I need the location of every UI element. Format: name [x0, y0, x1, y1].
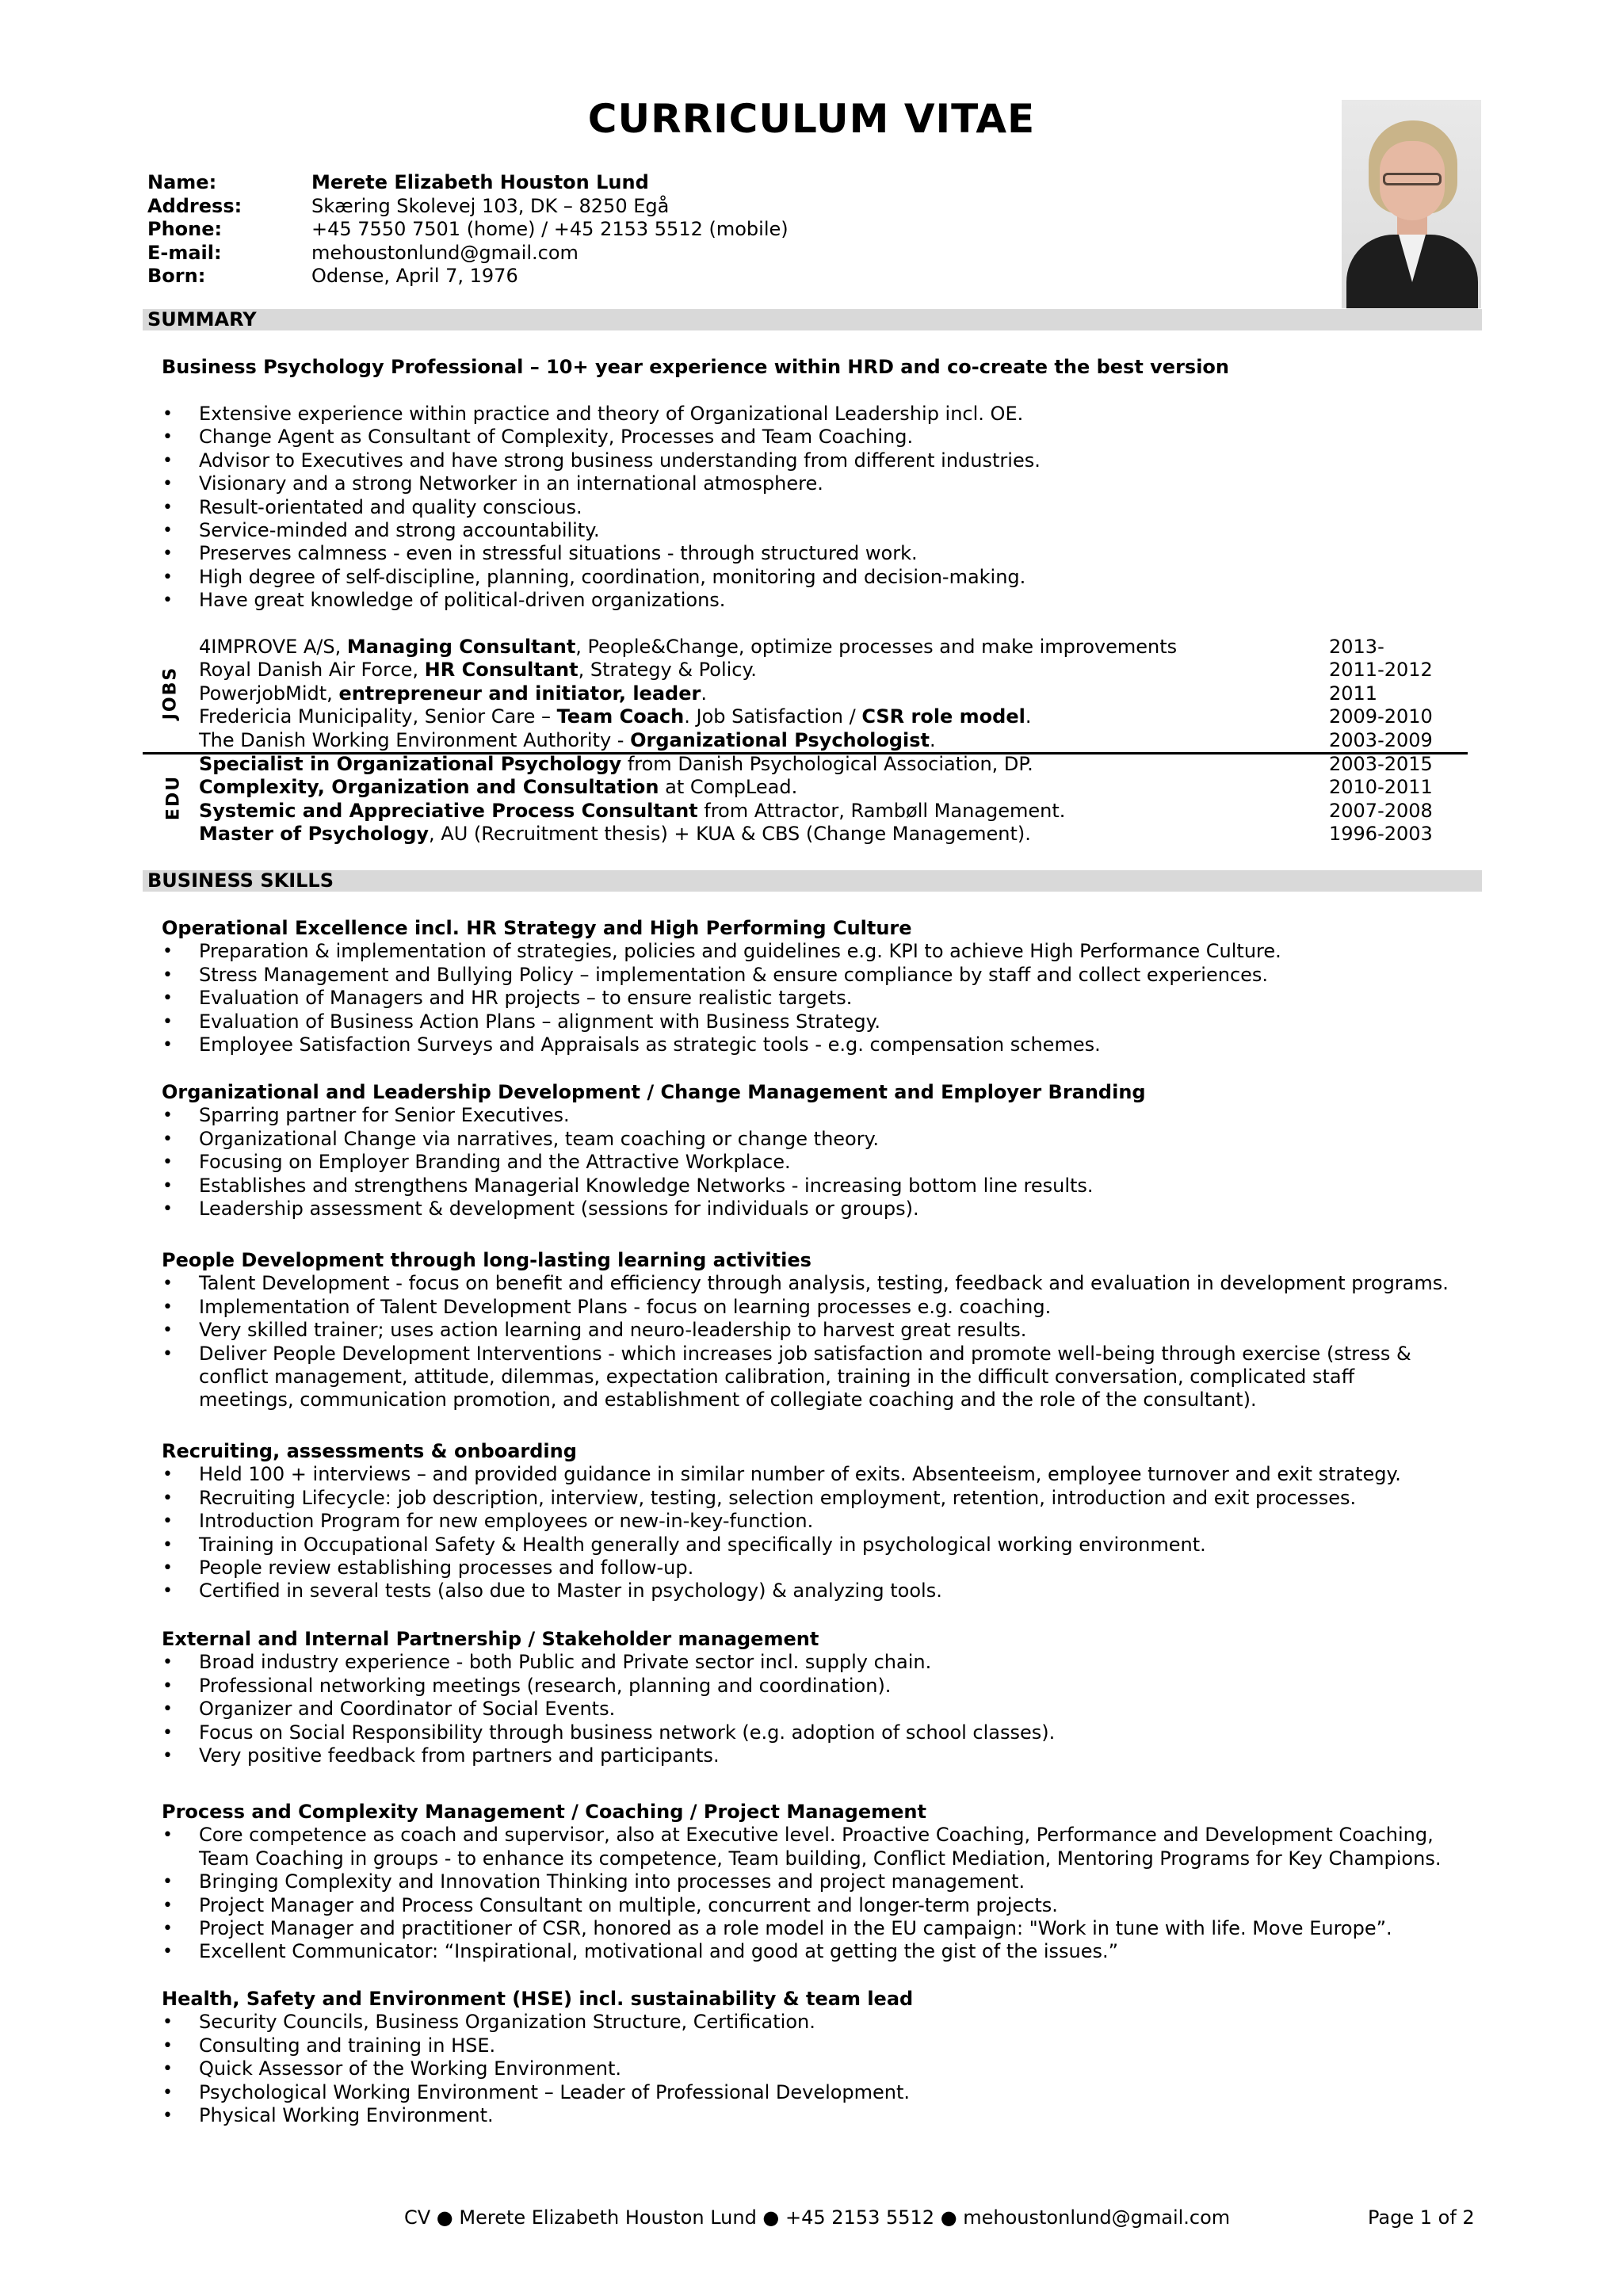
summary-bullet: Visionary and a strong Networker in an international atmosphere.: [199, 472, 823, 495]
bullet-icon: •: [162, 1297, 173, 1317]
jobs-entry-part: CSR role model: [861, 705, 1025, 728]
bullet-icon: •: [162, 1488, 173, 1508]
education-entry-part: Complexity, Organization and Consultation: [199, 776, 659, 799]
jobs-date: 2003-2009: [1329, 728, 1433, 751]
bullet-icon: •: [162, 1919, 173, 1939]
info-label: E-mail:: [147, 241, 222, 264]
summary-tagline: Business Psychology Professional – 10+ year experience within HRD and co-create the best version: [162, 356, 1229, 378]
jobs-entry-part: Fredericia Municipality, Senior Care –: [199, 705, 557, 728]
bullet-icon: •: [162, 427, 173, 448]
bullet-icon: •: [162, 1320, 173, 1341]
summary-bullet: Extensive experience within practice and theory of Organizational Leadership incl. OE.: [199, 403, 1024, 425]
page-title: CURRICULUM VITAE: [587, 96, 1036, 142]
bullet-icon: •: [162, 544, 173, 564]
skill-group-title: Process and Complexity Management / Coaching / Project Management: [162, 1801, 926, 1823]
bullet-icon: •: [162, 2035, 173, 2056]
bullet-icon: •: [162, 1825, 173, 1846]
skill-bullet: Evaluation of Business Action Plans – alignment with Business Strategy.: [199, 1010, 881, 1033]
skill-bullet: Establishes and strengthens Managerial Knowledge Networks - increasing bottom line results.: [199, 1174, 1094, 1197]
jobs-entry: [199, 659, 757, 682]
bullet-icon: •: [162, 988, 173, 1009]
education-entry-part: , AU (Recruitment thesis) + KUA & CBS (Change Management).: [429, 823, 1031, 846]
skill-bullet: Core competence as coach and supervisor, also at Executive level. Proactive Coaching, Performance and Development Coaching,: [199, 1824, 1434, 1847]
skill-group-title: Organizational and Leadership Development / Change Management and Employer Branding: [162, 1081, 1146, 1103]
bullet-icon: •: [162, 2106, 173, 2126]
bullet-icon: •: [162, 1675, 173, 1696]
jobs-date: 2013-: [1329, 636, 1384, 658]
bullet-icon: •: [162, 567, 173, 587]
info-value: Odense, April 7, 1976: [311, 265, 518, 287]
skill-group-title: People Development through long-lasting learning activities: [162, 1249, 812, 1271]
jobs-entry-part: The Danish Working Environment Authority -: [199, 728, 631, 751]
jobs-entry-part: .: [701, 682, 707, 705]
skill-bullet: Quick Assessor of the Working Environment.: [199, 2057, 622, 2080]
jobs-entry-part: Managing Consultant: [346, 636, 576, 658]
jobs-entry-part: 4IMPROVE A/S,: [199, 636, 347, 658]
jobs-date: 2011-2012: [1329, 659, 1433, 682]
skill-group-title: External and Internal Partnership / Stakeholder management: [162, 1628, 819, 1650]
education-entry-part: at CompLead.: [659, 776, 798, 799]
skill-bullet: Psychological Working Environment – Leader of Professional Development.: [199, 2080, 911, 2103]
bullet-icon: •: [162, 1152, 173, 1173]
summary-heading: SUMMARY: [143, 309, 1482, 330]
bullet-icon: •: [162, 1942, 173, 1962]
skill-bullet: Stress Management and Bullying Policy – implementation & ensure compliance by staff and collect experiences.: [199, 963, 1269, 986]
skill-bullet: Certified in several tests (also due to Master in psychology) & analyzing tools.: [199, 1580, 942, 1603]
jobs-entry-part: PowerjobMidt,: [199, 682, 339, 705]
skill-bullet: Evaluation of Managers and HR projects – to ensure realistic targets.: [199, 987, 853, 1010]
bullet-icon: •: [162, 521, 173, 541]
jobs-date: 2011: [1329, 682, 1378, 705]
skill-group-title: Operational Excellence incl. HR Strategy and High Performing Culture: [162, 917, 912, 939]
summary-bullet: Have great knowledge of political-driven organizations.: [199, 589, 726, 612]
education-entry-part: Systemic and Appreciative Process Consultant: [199, 799, 698, 822]
bullet-icon: •: [162, 965, 173, 985]
skill-bullet: Focusing on Employer Branding and the Attractive Workplace.: [199, 1151, 791, 1174]
jobs-entry: [199, 636, 1177, 659]
skill-bullet: Organizer and Coordinator of Social Events.: [199, 1698, 616, 1721]
jobs-entry-part: , Strategy & Policy.: [578, 659, 757, 682]
bullet-icon: •: [162, 450, 173, 471]
education-date: 2003-2015: [1329, 753, 1433, 775]
skill-bullet: Sparring partner for Senior Executives.: [199, 1104, 570, 1127]
education-label: EDU: [163, 774, 184, 821]
skill-bullet: Bringing Complexity and Innovation Thinking into processes and project management.: [199, 1870, 1025, 1893]
info-row: [147, 265, 789, 288]
jobs-date: 2009-2010: [1329, 705, 1433, 728]
education-entry: [199, 776, 797, 799]
summary-bullet: Change Agent as Consultant of Complexity, Processes and Team Coaching.: [199, 426, 914, 449]
skill-bullet: Consulting and training in HSE.: [199, 2034, 496, 2057]
bullet-icon: •: [162, 474, 173, 495]
profile-photo: [1342, 100, 1481, 308]
bullet-icon: •: [162, 1343, 173, 1364]
education-date: 2007-2008: [1329, 799, 1433, 822]
skill-bullet: Project Manager and practitioner of CSR, honored as a role model in the EU campaign: "Work in tune with life. Move Europe”.: [199, 1917, 1392, 1939]
jobs-entry-part: .: [1025, 705, 1032, 728]
info-row: [147, 171, 789, 195]
info-label: Name:: [147, 171, 217, 193]
skill-bullet: Project Manager and Process Consultant on multiple, concurrent and longer-term projects.: [199, 1893, 1058, 1916]
jobs-entry-part: HR Consultant: [424, 659, 579, 682]
skill-bullet: Employee Satisfaction Surveys and Appraisals as strategic tools - e.g. compensation schemes.: [199, 1033, 1101, 1056]
skill-bullet: Talent Development - focus on benefit and efficiency through analysis, testing, feedback and evaluation in development programs.: [199, 1272, 1449, 1295]
bullet-icon: •: [162, 1175, 173, 1196]
skill-bullet: Physical Working Environment.: [199, 2104, 494, 2126]
bullet-icon: •: [162, 1199, 173, 1219]
skill-bullet: Team Coaching in groups - to enhance its competence, Team building, Conflict Mediation, Mentoring Programs for Key Champions.: [199, 1847, 1442, 1870]
jobs-entry-part: Team Coach: [556, 705, 685, 728]
skill-bullet: Broad industry experience - both Public and Private sector incl. supply chain.: [199, 1651, 932, 1674]
bullet-icon: •: [162, 497, 173, 518]
summary-bullet: Service-minded and strong accountability.: [199, 519, 600, 541]
bullet-icon: •: [162, 1872, 173, 1893]
bullet-icon: •: [162, 1129, 173, 1149]
info-label: Born:: [147, 265, 206, 287]
bullet-icon: •: [162, 1011, 173, 1032]
jobs-entry-part: .: [930, 728, 936, 751]
skills-heading: BUSINESS SKILLS: [143, 870, 1482, 892]
education-entry: [199, 800, 1065, 823]
bullet-icon: •: [162, 1558, 173, 1578]
skill-bullet: Training in Occupational Safety & Health generally and specifically in psychological working environment.: [199, 1533, 1206, 1556]
skill-bullet: Held 100 + interviews – and provided guidance in similar number of exits. Absenteeism, employee turnover and exit strategy.: [199, 1463, 1401, 1486]
personal-info: [147, 171, 789, 288]
skill-bullet: Deliver People Development Interventions - which increases job satisfaction and promote well-being through exercise (stress &: [199, 1342, 1411, 1365]
jobs-entry-part: entrepreneur and initiator, leader: [338, 682, 701, 705]
bullet-icon: •: [162, 1511, 173, 1532]
summary-bullet: Result-orientated and quality conscious.: [199, 495, 582, 518]
bullet-icon: •: [162, 404, 173, 424]
skill-bullet: Excellent Communicator: “Inspirational, motivational and good at getting the gist of the issues.”: [199, 1940, 1119, 1963]
skill-bullet: conflict management, attitude, dilemmas, expectation calibration, training in the difficult conversation, complicated staff: [199, 1366, 1355, 1388]
bullet-icon: •: [162, 1106, 173, 1126]
info-value: Merete Elizabeth Houston Lund: [311, 171, 649, 193]
info-label: Address:: [147, 194, 242, 217]
bullet-icon: •: [162, 1652, 173, 1673]
skill-bullet: Very skilled trainer; uses action learning and neuro-leadership to harvest great results.: [199, 1319, 1027, 1342]
bullet-icon: •: [162, 1699, 173, 1720]
page-number: Page 1 of 2: [1368, 2206, 1475, 2229]
education-entry: [199, 823, 1031, 846]
bullet-icon: •: [162, 2082, 173, 2103]
jobs-entry-part: Organizational Psychologist: [630, 728, 930, 751]
education-entry-part: from Attractor, Rambøll Management.: [697, 799, 1066, 822]
skill-bullet: meetings, communication promotion, and establishment of collegiate coaching and the role of the consultant).: [199, 1389, 1257, 1412]
info-row: [147, 218, 789, 242]
summary-bullet: Preserves calmness - even in stressful situations - through structured work.: [199, 542, 918, 565]
jobs-entry-part: . Job Satisfaction /: [684, 705, 862, 728]
bullet-icon: •: [162, 1035, 173, 1055]
education-entry-part: Specialist in Organizational Psychology: [199, 753, 622, 775]
bullet-icon: •: [162, 2059, 173, 2080]
jobs-entry: [199, 682, 707, 705]
education-date: 1996-2003: [1329, 823, 1433, 846]
skill-bullet: Preparation & implementation of strategies, policies and guidelines e.g. KPI to achieve High Performance Culture.: [199, 940, 1281, 963]
skill-bullet: Implementation of Talent Development Plans - focus on learning processes e.g. coaching.: [199, 1295, 1052, 1318]
skill-bullet: Security Councils, Business Organization Structure, Certification.: [199, 2011, 815, 2034]
skill-group-title: Health, Safety and Environment (HSE) incl. sustainability & team lead: [162, 1988, 914, 2010]
skill-bullet: People review establishing processes and follow-up.: [199, 1557, 694, 1579]
bullet-icon: •: [162, 1895, 173, 1916]
education-entry-part: from Danish Psychological Association, DP.: [621, 753, 1033, 775]
bullet-icon: •: [162, 590, 173, 611]
info-value: mehoustonlund@gmail.com: [311, 241, 579, 264]
jobs-entry-part: Royal Danish Air Force,: [199, 659, 425, 682]
summary-bullet: Advisor to Executives and have strong business understanding from different industries.: [199, 449, 1041, 472]
summary-bullet: High degree of self-discipline, planning, coordination, monitoring and decision-making.: [199, 565, 1026, 588]
bullet-icon: •: [162, 942, 173, 962]
skill-bullet: Organizational Change via narratives, team coaching or change theory.: [199, 1127, 880, 1150]
bullet-icon: •: [162, 1534, 173, 1555]
education-entry: [199, 753, 1033, 776]
jobs-label: JOBS: [160, 666, 181, 720]
skill-bullet: Recruiting Lifecycle: job description, interview, testing, selection employment, retention, introduction and exit processes.: [199, 1486, 1357, 1509]
info-row: [147, 242, 789, 266]
skill-bullet: Very positive feedback from partners and participants.: [199, 1744, 720, 1767]
bullet-icon: •: [162, 2012, 173, 2033]
bullet-icon: •: [162, 1722, 173, 1743]
info-value: +45 7550 7501 (home) / +45 2153 5512 (mobile): [311, 218, 789, 240]
skill-bullet: Focus on Social Responsibility through business network (e.g. adoption of school classes).: [199, 1721, 1056, 1744]
bullet-icon: •: [162, 1465, 173, 1485]
bullet-icon: •: [162, 1581, 173, 1602]
footer-text: CV ● Merete Elizabeth Houston Lund ● +45 2153 5512 ● mehoustonlund@gmail.com: [404, 2206, 1231, 2229]
skill-group-title: Recruiting, assessments & onboarding: [162, 1440, 577, 1462]
skill-bullet: Leadership assessment & development (sessions for individuals or groups).: [199, 1198, 919, 1220]
bullet-icon: •: [162, 1746, 173, 1766]
jobs-entry-part: , People&Change, optimize processes and make improvements: [575, 636, 1178, 658]
jobs-entry: [199, 729, 936, 752]
info-row: [147, 195, 789, 219]
skill-bullet: Introduction Program for new employees or new-in-key-function.: [199, 1510, 814, 1533]
education-date: 2010-2011: [1329, 776, 1433, 799]
jobs-entry: [199, 705, 1032, 728]
skill-bullet: Professional networking meetings (research, planning and coordination).: [199, 1674, 892, 1697]
bullet-icon: •: [162, 1274, 173, 1294]
info-value: Skæring Skolevej 103, DK – 8250 Egå: [311, 194, 670, 217]
info-label: Phone:: [147, 218, 223, 240]
education-entry-part: Master of Psychology: [199, 823, 430, 846]
